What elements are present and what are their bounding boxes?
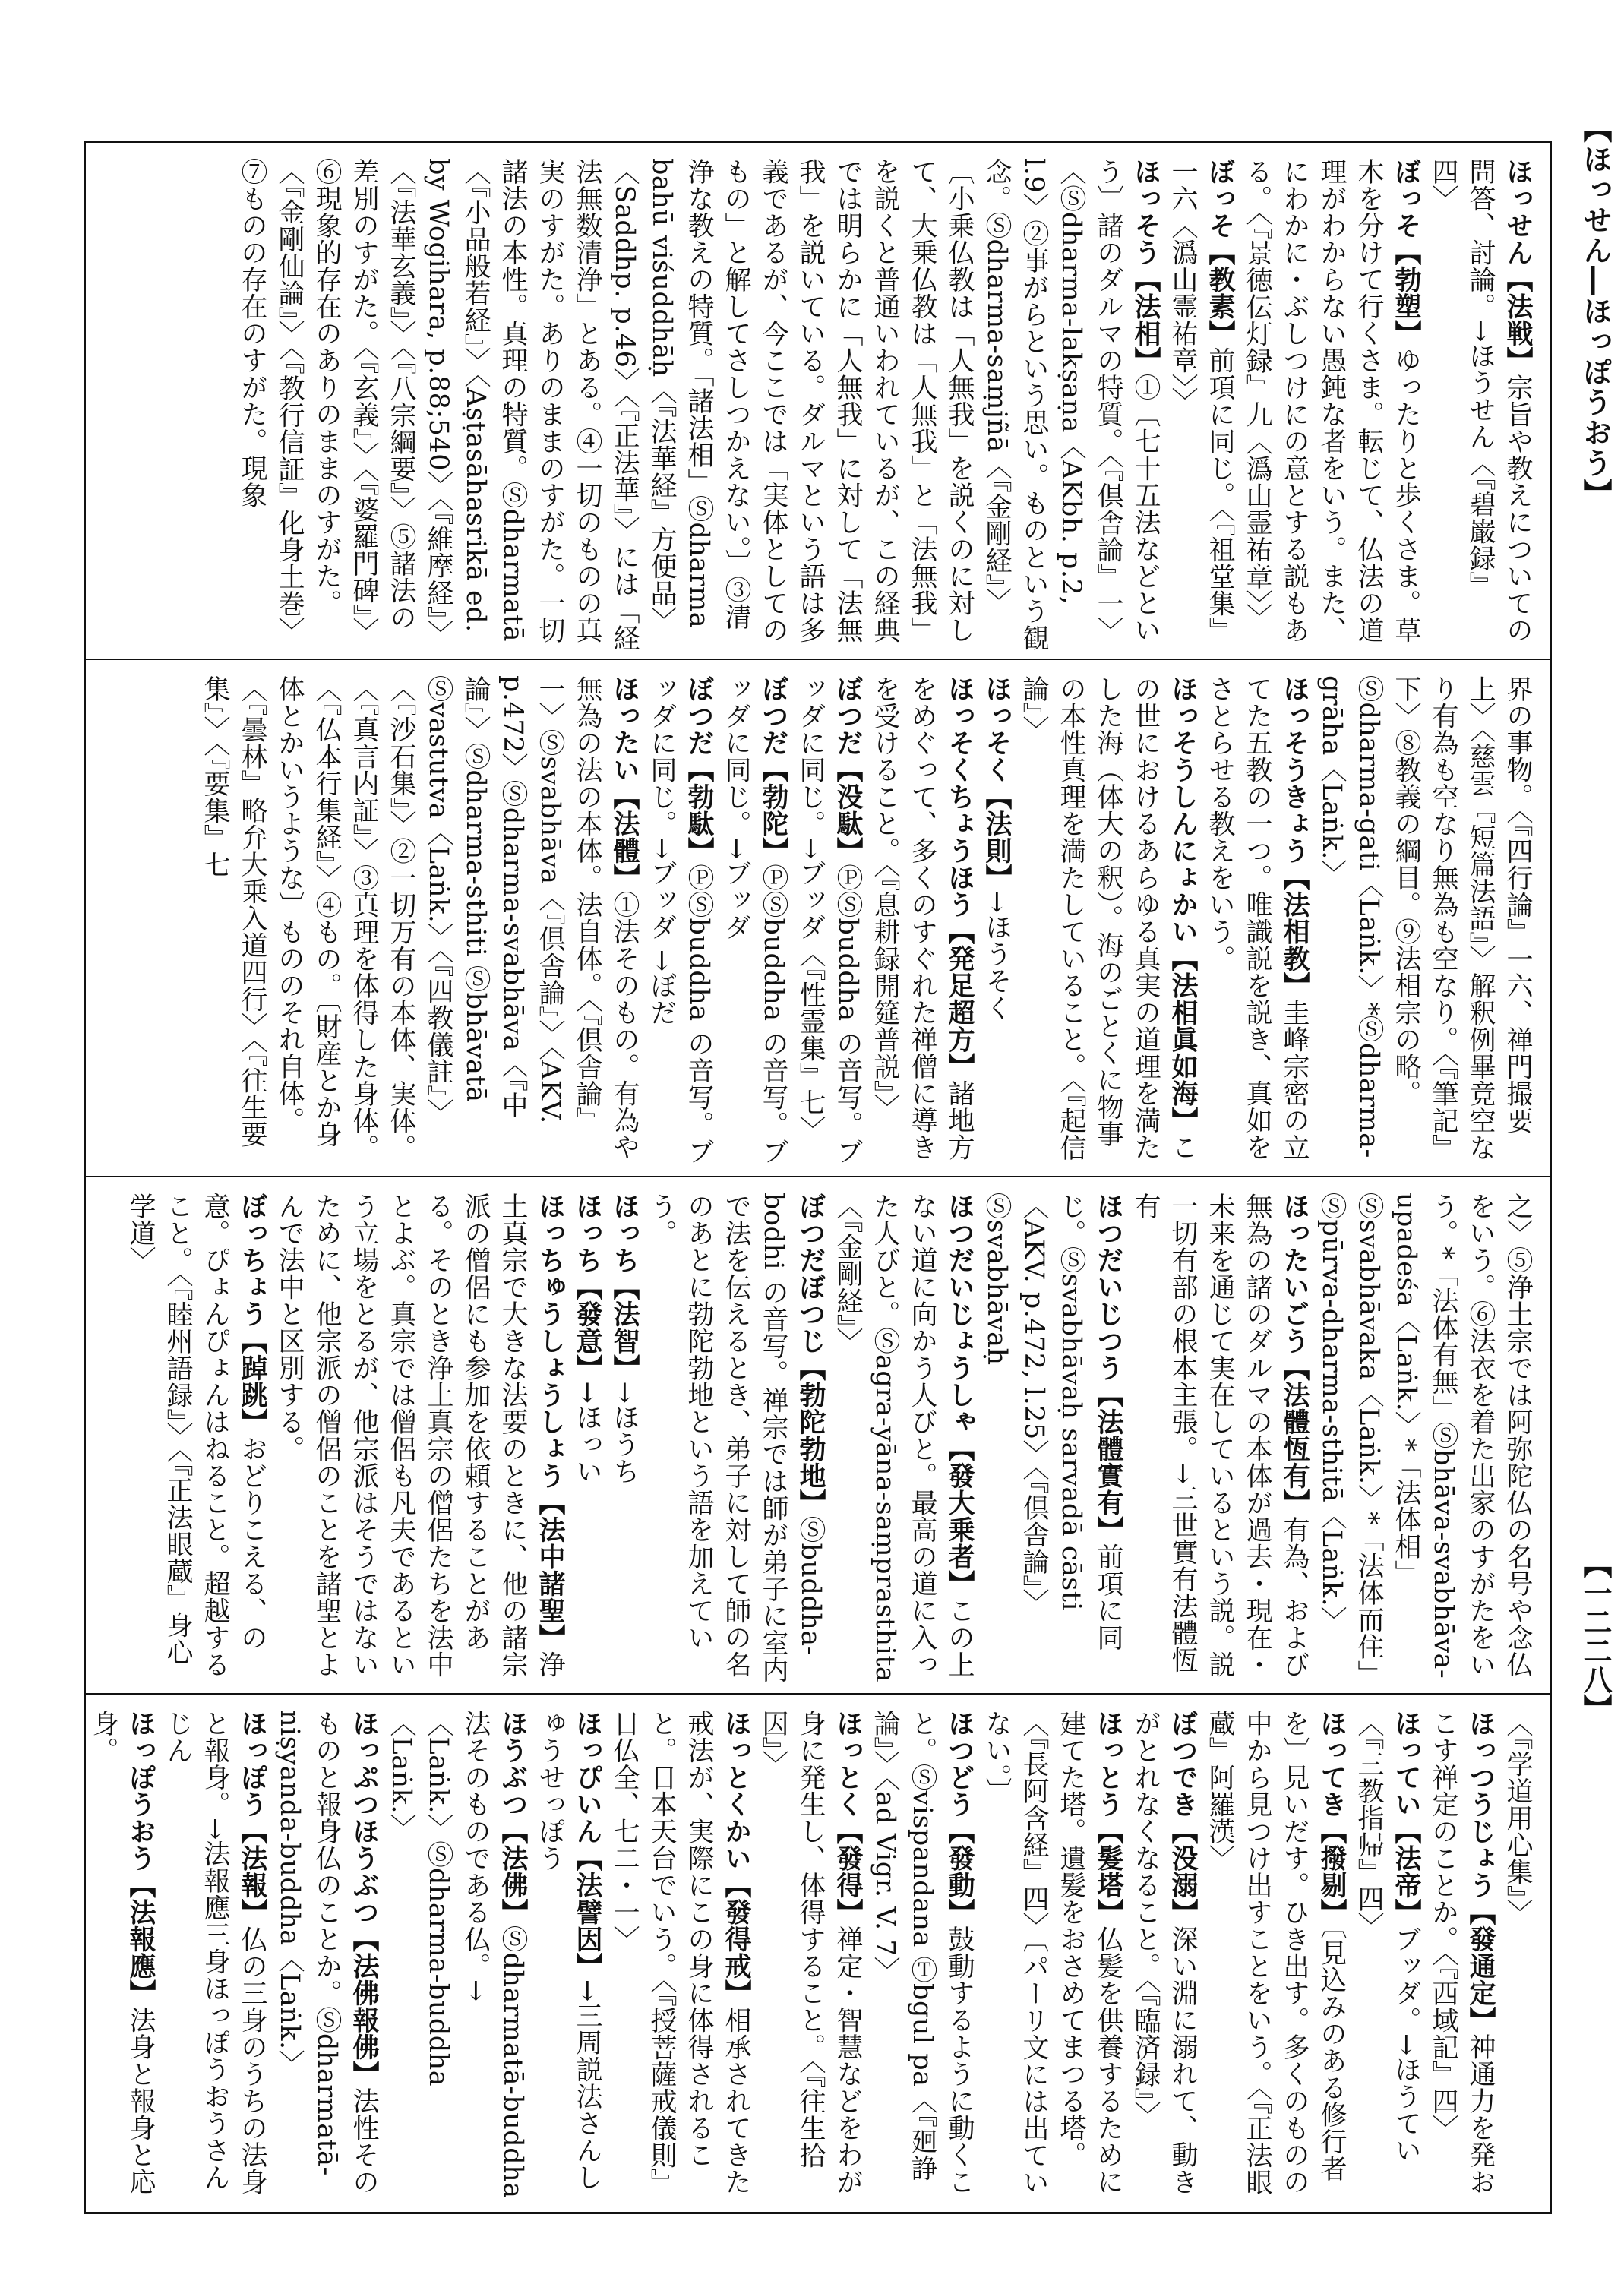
tier-3 bbox=[86, 1177, 1550, 1695]
entry-definition: ①〔七十五法などという〕諸のダルマの特質。〈『倶舎論』一〉〈Ⓢdharma-lakṣaṇa〈AKbh. p.2, l.9〉②事がらという思い。ものという観念。Ⓢdharma-saṃjñā〈『金剛経』〉〔小乗仏教は「人無我」を説くのに対して、大乗仏教は「人無我」と「法無我」を説くと普通いわれているが、この経典では明らかに「人無我」に対して「法無我」を説いている。ダルマという語は多義であるが、今ここでは「実体としてのもの」と解してさしつかえない。〕③清浄な教えの特質。「諸法相」Ⓢdharma bahū viśuddhāḥ〈『法華経』方便品〉〈Saddhp. p.46〉〈『正法華』〉には「経法無数清浄」とある。④一切のものの真実のすがた。ありのままのすがた。一切諸法の本性。真理の特質。Ⓢdharmatā〈『小品般若経』〉〈Aṣṭasāhasrikā ed. by Wogihara, p.88;540〉〈『維摩経』〉〈『法華玄義』〉〈『八宗綱要』〉⑤諸法の差別のすがた。〈『玄義』〉〈『婆羅門碑』〉⑥現象的存在のありのままのすがた。〈『金剛仙論』〉〈『教行信証』化身土巻〉⑦ものの存在のすがた。現象 bbox=[237, 158, 1161, 652]
entry-definition: 浄土真宗で大きな法要のときに、他の諸宗派の僧侶にも参加を依頼することがある。そのとき浄土真宗の僧侶たちを法中とよぶ。真宗では僧侶も凡夫であるという立場をとるが、他宗派はそうではないために、他宗派の僧侶のことを諸聖とよんで法中と区別する。 bbox=[274, 1193, 565, 1678]
dictionary-entry bbox=[1130, 1710, 1198, 2195]
entry-definition: この世におけるあらゆる真実の道理を満たした海（体大の釈）。海のごとくに物事の本性真理を満たしていること。〈『起信論』〉 bbox=[1019, 675, 1198, 1161]
entry-definition: 諸地方をめぐって、多くのすぐれた禅僧に導きを受けること。〈『息耕録開筵普説』〉 bbox=[870, 675, 975, 1161]
dictionary-entry bbox=[609, 1710, 751, 2196]
entry-definition: →ほうち bbox=[609, 1381, 640, 1485]
entry-definition: Ⓢdharmatā-buddha 法そのものである仏。→ bbox=[460, 1710, 528, 2199]
dictionary-entry bbox=[646, 1193, 826, 1683]
dictionary-entry bbox=[200, 675, 640, 1161]
entry-headword: ほっち【發意】 bbox=[572, 1193, 602, 1382]
entry-headword: ほつだいじょうしゃ【發大乗者】 bbox=[944, 1193, 975, 1597]
dictionary-entry bbox=[460, 1710, 528, 2199]
entry-headword: ほっせん【法戦】 bbox=[1502, 158, 1533, 374]
entry-headword: ぼつだ【勃陀】 bbox=[758, 675, 788, 864]
entry-definition: おどりこえる、の意。ぴょんぴょんはねること。超越すること。〈『睦州語録』〉〈『正法眼蔵』身心学道〉 bbox=[125, 1193, 267, 1678]
dictionary-entry bbox=[981, 675, 1012, 1022]
page-number: 【一二二八】 bbox=[1578, 1550, 1613, 1723]
entry-headword: ほったいごう【法體恆有】 bbox=[1279, 1193, 1310, 1516]
dictionary-entry bbox=[833, 1193, 975, 1682]
entry-definition: 仏髪を供養するために建てた塔。遺髪をおさめてまつる塔。〈『長阿含経』四〉〔パーリ文には出ていない。〕 bbox=[981, 1710, 1123, 2196]
entry-headword: ほっそく【法則】 bbox=[981, 675, 1012, 891]
entry-headword: ぼつでき【没溺】 bbox=[1167, 1710, 1198, 1925]
entry-headword: ほっちゅうしょうしょう【法中諸聖】 bbox=[535, 1193, 565, 1651]
entry-headword: ほうぶつ【法佛】 bbox=[498, 1710, 528, 1925]
dictionary-page bbox=[84, 141, 1552, 2214]
dictionary-entry bbox=[981, 1193, 1123, 1651]
entry-headword: ぼっそ【勃塑】 bbox=[1391, 158, 1421, 347]
dictionary-entry bbox=[88, 1710, 156, 2195]
dictionary-entry bbox=[870, 675, 975, 1161]
entry-definition: Ⓢbuddha-bodhi の音写。禅宗では師が弟子に室内で法を伝えるとき、弟子に対して師の名のあとに勃陀勃地という語を加えていう。 bbox=[646, 1193, 826, 1684]
entry-definition: →三周説法さんしゅうせっぽう bbox=[535, 1710, 602, 2191]
dictionary-entry bbox=[1354, 1710, 1421, 2164]
entry-definition: ⓅⓈbuddha の音写。ブッダに同じ。→ブッダ bbox=[721, 675, 788, 1165]
entry-definition: この上ない道に向かう人びと。最高の道に入った人びと。Ⓢagra-yāna-saṃprasthita〈『金剛経』〉 bbox=[833, 1193, 975, 1683]
dictionary-entry bbox=[1130, 1193, 1310, 1678]
tier-3-text bbox=[95, 1193, 1536, 1687]
entry-headword: ぼつだ【勃駄】 bbox=[684, 675, 714, 864]
entry-definition: 深い淵に溺れて、動きがとれなくなること。〈『臨済録』〉 bbox=[1130, 1710, 1198, 2195]
dictionary-entry bbox=[572, 1193, 602, 1485]
entry-headword: ほっつうじょう【發通定】 bbox=[1465, 1710, 1496, 2033]
entry-headword: ほつだいじつう【法體實有】 bbox=[1093, 1193, 1123, 1543]
dictionary-entry bbox=[274, 1193, 565, 1678]
tier-1-text bbox=[95, 158, 1536, 652]
entry-definition: 有為、および無為の諸のダルマの本体が過去・現在・未来を通じて実在しているという説。説一切有部の根本主張。→三世實有法體恆有 bbox=[1130, 1193, 1310, 1678]
entry-headword: ほつどう【發動】 bbox=[944, 1710, 975, 1925]
dictionary-entry bbox=[795, 675, 863, 1165]
entry-headword: ほっとくかい【發得戒】 bbox=[721, 1710, 751, 2007]
tier-4 bbox=[86, 1695, 1550, 2212]
entry-headword: ほっぷつほうぶつ【法佛報佛】 bbox=[349, 1710, 379, 2087]
dictionary-entry bbox=[646, 675, 714, 1165]
tier-4-text bbox=[88, 1710, 1536, 2206]
entry-definition: ゆったりと歩くさま。草木を分けて行くさま。転じて、仏法の道理がわからない愚鈍な者をいう。また、にわかに・ぶしつけにの意とする説もある。〈『景徳伝灯録』九〈潙山霊祐章〉〉 bbox=[1242, 158, 1421, 643]
dictionary-entry bbox=[1502, 1710, 1533, 1926]
dictionary-entry bbox=[1205, 1710, 1347, 2196]
dictionary-entry bbox=[535, 1710, 602, 2191]
entry-headword: ぼっちょう【踔跳】 bbox=[237, 1193, 267, 1436]
entry-headword: ほっそうしんにょかい【法相眞如海】 bbox=[1167, 675, 1198, 1134]
dictionary-entry bbox=[274, 1710, 379, 2195]
entry-definition: ①法そのもの。有為や無為の法の本体。法自体。〈『倶舎論』一〉Ⓢsvabhāva〈『倶舎論』〉〈AKV. p.472〉Ⓢdharma-svabhāva〈『中論』〉Ⓢdharma-sthiti Ⓢbhāvatā Ⓢvastutva〈Laṅk.〉〈『四教儀註』〉〈『沙石集』〉②一切万有の本体、実体。〈『真言内証』〉③真理を体得した身体。〈『仏本行集経』〉④もの。〔財産とか身体とかいうような〕もののそれ自体。〈『曇林』略弁大乗入道四行〉〈『往生要集』〉〈『要集』七 bbox=[200, 675, 640, 1161]
entry-headword: ほっぴいん【法譬因】 bbox=[572, 1710, 602, 1979]
entry-definition: 法性そのものと報身仏のことか。Ⓢdharmatā-niṣyanda-buddha〈Laṅk.〉 bbox=[274, 1710, 379, 2195]
entry-headword: ほっぽう【法報】 bbox=[237, 1710, 267, 1925]
tier-1 bbox=[86, 143, 1550, 660]
dictionary-entry bbox=[721, 675, 788, 1165]
entry-definition: ⓅⓈbuddha の音写。ブッダに同じ。→ブッダ →ぼだ bbox=[646, 675, 714, 1165]
dictionary-entry bbox=[386, 1710, 453, 2087]
entry-definition: 界の事物。〈『四行論』一六、禅門撮要上〉〈慈雲『短篇法語』〉解釈例畢竟空なり有為も空なり無為も空なり。〈『筆記』下〉⑧教義の綱目。⑨法相宗の略。Ⓢdharma-gati〈Laṅk.〉*Ⓢdharma-grāha〈Laṅk.〉 bbox=[1316, 675, 1533, 1161]
entry-headword: ほっぽうおう【法報應】 bbox=[125, 1710, 156, 2007]
dictionary-entry bbox=[758, 1710, 863, 2195]
entry-headword: ぼつだぼつじ【勃陀勃地】 bbox=[795, 1193, 826, 1516]
dictionary-entry bbox=[1019, 675, 1198, 1161]
dictionary-entry bbox=[1167, 158, 1235, 644]
entry-headword: ぼつだ【没駄】 bbox=[833, 675, 863, 864]
entry-definition: 圭峰宗密の立てた五教の一つ。唯識説を説き、真如をさとらせる教えをいう。 bbox=[1205, 675, 1310, 1161]
dictionary-entry bbox=[125, 1193, 267, 1678]
dictionary-entry bbox=[609, 1193, 640, 1485]
entry-definition: 〔見込みのある修行者を〕見いだす。ひき出す。多くのものの中から見つけ出すことをいう。〈『正法眼蔵』阿羅漢〉 bbox=[1205, 1710, 1347, 2196]
entry-headword: ほっそう【法相】 bbox=[1130, 158, 1161, 374]
entry-headword: ほっそうきょう【法相教】 bbox=[1279, 675, 1310, 999]
tier-2 bbox=[86, 660, 1550, 1177]
entry-headword: ほったい【法體】 bbox=[609, 675, 640, 891]
dictionary-entry bbox=[1205, 675, 1310, 1161]
entry-headword: ぼっそ【教素】 bbox=[1205, 158, 1235, 347]
entry-definition: 神通力を発おこす禅定のことか。〈『西域記』四〉 bbox=[1428, 1710, 1496, 2195]
dictionary-entry bbox=[1316, 675, 1533, 1161]
entry-headword: ほっとう【髮塔】 bbox=[1093, 1710, 1123, 1925]
dictionary-entry bbox=[870, 1710, 975, 2195]
entry-definition: ブッダ。→ほうてい〈『三教指帰』四〉 bbox=[1354, 1710, 1421, 2164]
dictionary-entry bbox=[981, 1710, 1123, 2196]
dictionary-entry bbox=[1316, 1193, 1533, 1679]
entry-definition: →ほうそく bbox=[981, 891, 1012, 1022]
entry-definition: →ほっい bbox=[572, 1381, 602, 1485]
dictionary-entry bbox=[163, 1710, 267, 2195]
entry-definition: 〈Laṅk.〉Ⓢdharma-buddha〈Laṅk.〉 bbox=[386, 1710, 453, 2087]
entry-headword: ほってい【法帝】 bbox=[1391, 1710, 1421, 1925]
dictionary-entry bbox=[1428, 158, 1533, 643]
entry-headword: ほっとく【發得】 bbox=[833, 1710, 863, 1925]
entry-definition: 禅定・智慧などをわが身に発生し、体得すること。〈『往生拾因』〉 bbox=[758, 1710, 863, 2195]
entry-definition: 宗旨や教えについての問答、討論。→ほうせん〈『碧巌録』四〉 bbox=[1428, 158, 1533, 643]
entry-headword: ほっち【法智】 bbox=[609, 1193, 640, 1382]
dictionary-entry bbox=[1242, 158, 1421, 643]
entry-definition: ⓅⓈbuddha の音写。ブッダに同じ。→ブッダ〈『性霊集』七〉 bbox=[795, 675, 863, 1165]
entry-definition: 前項に同じ。Ⓢsvabhāvaḥ sarvadā cāsti〈AKV. p.472, l.25〉〈『倶舎論』〉Ⓢsvabhāvaḥ bbox=[981, 1193, 1123, 1651]
dictionary-entry bbox=[237, 158, 1161, 652]
entry-headword: ほっそくちょうほう【発足超方】 bbox=[944, 675, 975, 1080]
entry-definition: 相承されてきた戒法が、実際にこの身に体得されること。日本天台でいう。〈『授菩薩戒儀則』日仏全、七二・一〉 bbox=[609, 1710, 751, 2196]
entry-headword: ほってき【撥剔】 bbox=[1316, 1710, 1347, 1925]
entry-definition: 鼓動するように動くこと。Ⓢvispandana Ⓣbgul pa〈『廻諍論』〉〈ad Vigr. V. 7〉 bbox=[870, 1710, 975, 2195]
entry-definition: 仏の三身のうちの法身と報身。→法報應三身ほっぽうおうさんじん bbox=[163, 1710, 267, 2195]
entry-definition: 法身と報身と応身。 bbox=[88, 1710, 156, 2195]
entry-definition: 前項に同じ。〈『祖堂集』一六〈潙山霊祐章〉〉 bbox=[1167, 158, 1235, 644]
entry-definition: 之〉⑤浄土宗では阿弥陀仏の名号や念仏をいう。⑥法衣を着た出家のすがたをいう。*「法体有無」Ⓢbhāva-svabhāva-upadeśa〈Laṅk.〉*「法体相」Ⓢsvabhāvaka〈Laṅk.〉*「法体而住」Ⓢpūrva-dharma-sthitā〈Laṅk.〉 bbox=[1316, 1193, 1533, 1679]
running-head: 【ほっせん―ほっぽうおう】 bbox=[1578, 114, 1613, 509]
tier-2-text bbox=[95, 675, 1536, 1170]
dictionary-entry bbox=[1428, 1710, 1496, 2195]
entry-definition: 〈『学道用心集』〉 bbox=[1502, 1710, 1533, 1926]
